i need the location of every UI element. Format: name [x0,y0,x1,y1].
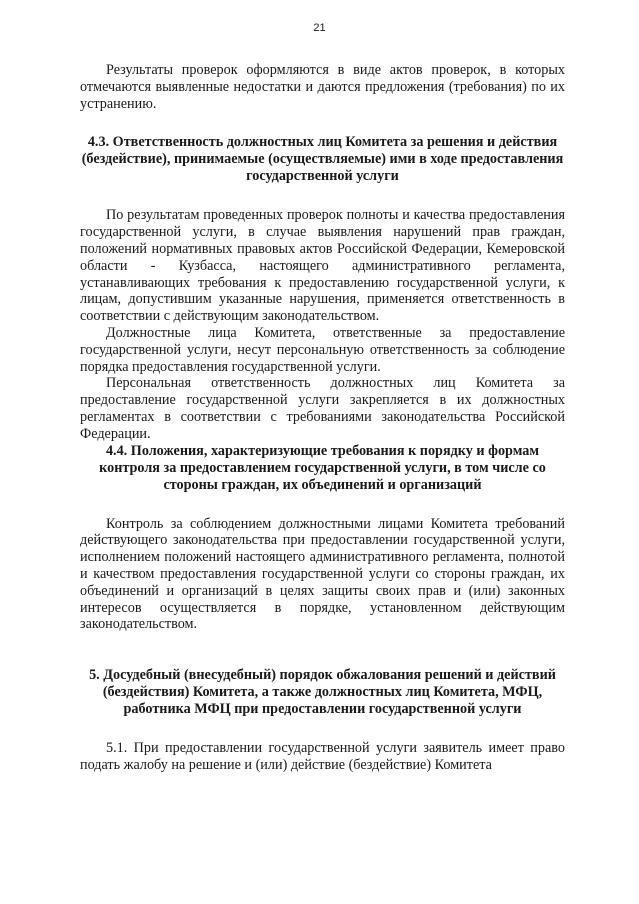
section-4-4-title: 4.4. Положения, характеризующие требования к порядку и формам контроля за предоставлением государственной услуги, в том числе со стороны граждан, их объединений и организаций [99,442,546,493]
section-4-3-title: 4.3. Ответственность должностных лиц Комитета за решения и действия (бездействие), принимаемые (осуществляемые) ими в ходе предоставления государственной услуги [81,134,564,185]
intro-paragraph: Результаты проверок оформляются в виде актов проверок, в которых отмечаются выявленные недостатки и даются предложения (требования) по их устранению. [80,62,565,112]
section-4-3-paragraph: Должностные лица Комитета, ответственные за предоставление государственной услуги, несут персональную ответственность за соблюдение порядка предоставления государственной услуги. [80,324,565,375]
section-5-title: 5. Досудебный (внесудебный) порядок обжалования решений и действий (бездействия) Комитета, а также должностных лиц Комитета, МФЦ, работника МФЦ при предоставлении государственной услуги [89,667,556,718]
section-4-3-paragraph: Персональная ответственность должностных лиц Комитета за предоставление государственной услуги закрепляется в их должностных регламентах в соответствии с требованиями законодательства Российской Федерации. [80,375,565,442]
page-content [80,62,565,774]
section-5-paragraph: 5.1. При предоставлении государственной услуги заявитель имеет право подать жалобу на решение и (или) действие (бездействие) Комитета [80,740,565,773]
section-4-4-paragraph: Контроль за соблюдением должностными лицами Комитета требований действующего законодательства при предоставлении государственной услуги, исполнением положений настоящего административного регламента, полнотой и качеством предоставления государственной услуги со стороны граждан, их объединений и организаций в целях защиты своих прав и (или) законных интересов осуществляется в порядке, установленном действующим законодательством. [80,515,565,633]
page-number: 21 [313,22,326,34]
section-4-3-paragraph: По результатам проведенных проверок полноты и качества предоставления государственной услуги, в случае выявления нарушений прав граждан, положений нормативных правовых актов Российской Федерации, Кемеровской области - Кузбасса, настоящего административного регламента, устанавливающих требования к предоставлению государственной услуги, к лицам, допустившим указанные нарушения, применяется ответственность в соответствии с действующим законодательством. [80,207,565,325]
